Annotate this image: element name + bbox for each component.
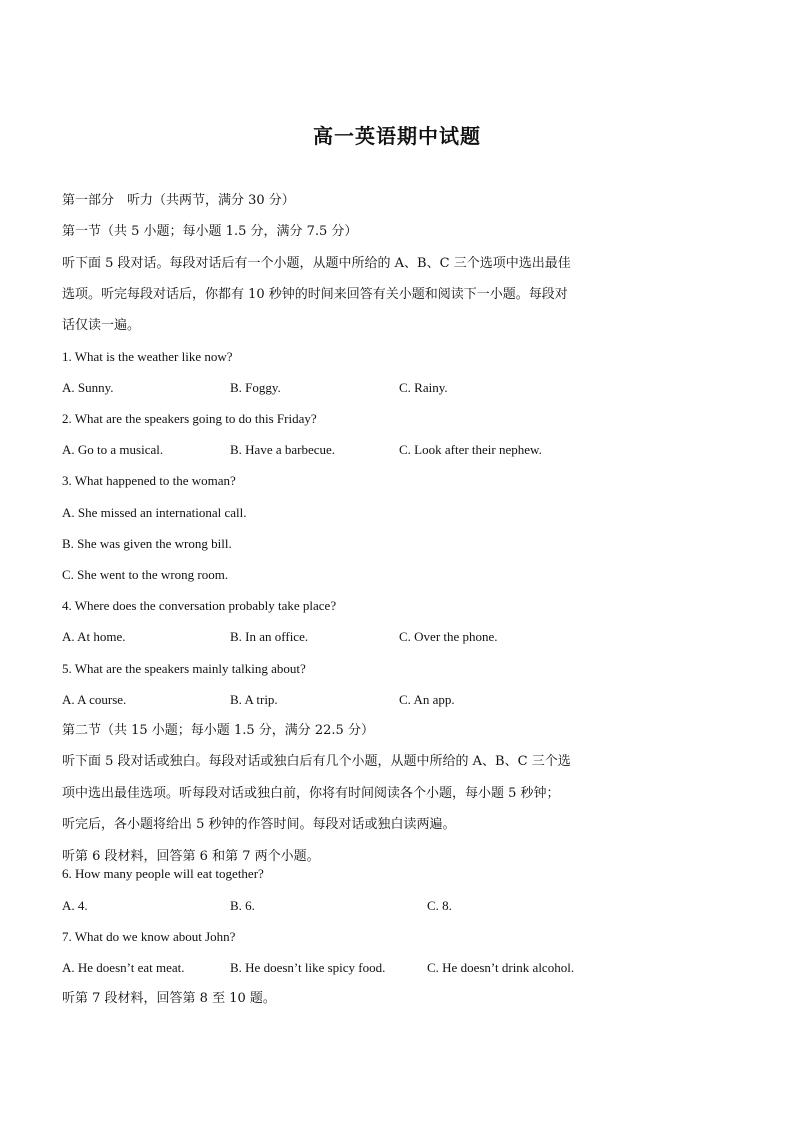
question-6-option-b: B. 6. (230, 898, 255, 913)
section1-instruction-line: 听下面 5 段对话。每段对话后有一个小题，从题中所给的 A、B、C 三个选项中选出最佳 (62, 256, 571, 271)
question-2-option-b: B. Have a barbecue. (230, 442, 336, 457)
material-6-instruction: 听第 6 段材料，回答第 6 和第 7 两个小题。 (62, 849, 320, 864)
question-1-option-c: C. Rainy. (399, 380, 448, 395)
part1-heading: 第一部分 听力（共两节，满分 30 分） (62, 193, 295, 208)
question-3-stem: 3. What happened to the woman? (62, 473, 236, 488)
question-3-option-c: C. She went to the wrong room. (62, 567, 229, 582)
question-2-option-c: C. Look after their nephew. (399, 442, 542, 457)
question-7-stem: 7. What do we know about John? (62, 929, 236, 944)
section2-instruction-line: 听完后，各小题将给出 5 秒钟的作答时间。每段对话或独白读两遍。 (62, 817, 456, 832)
question-7-option-c: C. He doesn’t drink alcohol. (427, 960, 575, 975)
question-1-option-b: B. Foggy. (230, 380, 281, 395)
question-5-option-b: B. A trip. (230, 692, 278, 707)
question-6-option-c: C. 8. (427, 898, 452, 913)
question-1-stem: 1. What is the weather like now? (62, 349, 233, 364)
question-7-option-a: A. He doesn’t eat meat. (62, 960, 185, 975)
question-4-stem: 4. Where does the conversation probably take place? (62, 598, 337, 613)
section1-instruction-line: 话仅读一遍。 (62, 318, 141, 333)
section1-instruction-line: 选项。听完每段对话后，你都有 10 秒钟的时间来回答有关小题和阅读下一小题。每段对 (62, 287, 568, 302)
question-3-option-a: A. She missed an international call. (62, 505, 247, 520)
question-1-option-a: A. Sunny. (62, 380, 114, 395)
material-7-instruction: 听第 7 段材料，回答第 8 至 10 题。 (62, 991, 276, 1006)
question-4-option-c: C. Over the phone. (399, 629, 498, 644)
section2-instruction-line: 项中选出最佳选项。听每段对话或独白前，你将有时间阅读各个小题，每小题 5 秒钟； (62, 786, 560, 801)
question-6-stem: 6. How many people will eat together? (62, 866, 264, 881)
question-5-option-a: A. A course. (62, 692, 127, 707)
section2-instruction-line: 听下面 5 段对话或独白。每段对话或独白后有几个小题，从题中所给的 A、B、C 三个选 (62, 754, 571, 769)
question-3-option-b: B. She was given the wrong bill. (62, 536, 232, 551)
question-6-option-a: A. 4. (62, 898, 88, 913)
question-7-option-b: B. He doesn’t like spicy food. (230, 960, 386, 975)
section1-heading: 第一节（共 5 小题；每小题 1.5 分，满分 7.5 分） (62, 224, 358, 239)
section2-heading: 第二节（共 15 小题；每小题 1.5 分，满分 22.5 分） (62, 723, 374, 738)
page-title: 高一英语期中试题 (313, 124, 481, 148)
question-4-option-b: B. In an office. (230, 629, 309, 644)
question-5-option-c: C. An app. (399, 692, 455, 707)
question-2-stem: 2. What are the speakers going to do this Friday? (62, 411, 317, 426)
question-2-option-a: A. Go to a musical. (62, 442, 164, 457)
question-4-option-a: A. At home. (62, 629, 126, 644)
question-5-stem: 5. What are the speakers mainly talking about? (62, 661, 306, 676)
